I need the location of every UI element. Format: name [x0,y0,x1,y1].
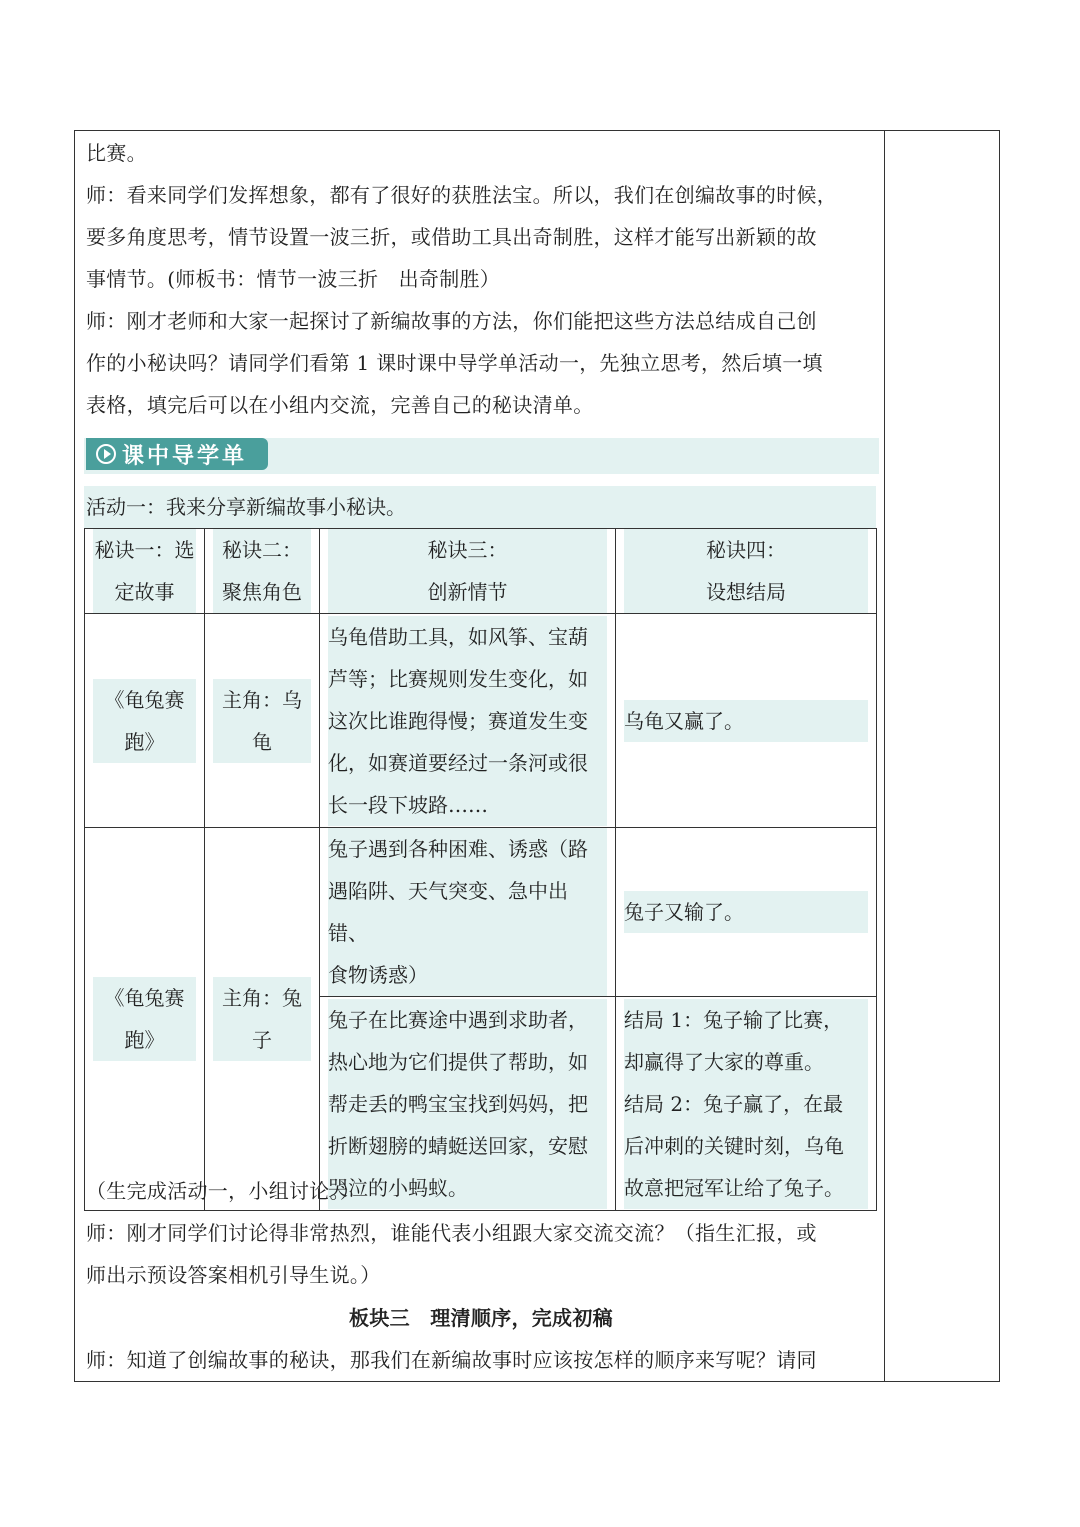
ending-cell-line: 却赢得了大家的尊重。 [624,1049,824,1074]
paragraph-line: 事情节。(师板书：情节一波三折 出奇制胜） [86,267,501,291]
header-cell: 秘诀四： [706,538,786,562]
paragraph-line: 师：刚才老师和大家一起探讨了新编故事的方法，你们能把这些方法总结成自己创 [86,309,817,333]
role-cell-line: 子 [252,1028,272,1052]
plot-cell-line: 折断翅膀的蜻蜓送回家，安慰 [328,1133,588,1158]
paragraph-line: 作的小秘诀吗？请同学们看第 1 课时课中导学单活动一，先独立思考，然后填一填 [86,351,823,375]
ending-cell-line: 乌龟又赢了。 [624,708,744,733]
header-cell: 秘诀二： [222,538,302,562]
plot-cell-line: 哭泣的小蚂蚁。 [328,1175,468,1200]
ending-cell-line: 兔子又输了。 [624,900,744,924]
plot-cell-line: 兔子遇到各种困难、诱惑（路 [328,837,588,861]
paragraph-line: 要多角度思考，情节设置一波三折，或借助工具出奇制胜，这样才能写出新颖的故 [86,225,817,249]
secrets-table [84,528,877,1211]
ending-cell-line: 结局 2：兔子赢了，在最 [624,1091,844,1116]
plot-cell-line: 热心地为它们提供了帮助，如 [328,1049,588,1074]
activity-title: 活动一：我来分享新编故事小秘诀。 [84,486,876,528]
plot-cell-line: 这次比谁跑得慢；赛道发生变 [328,708,588,733]
plot-cell-line: 帮走丢的鸭宝宝找到妈妈，把 [328,1091,588,1116]
role-cell-line: 龟 [252,729,272,754]
paragraph-line: 比赛。 [86,141,147,165]
paragraph-line: 师：刚才同学们讨论得非常热烈，谁能代表小组跟大家交流交流？（指生汇报，或 [86,1221,817,1245]
section-heading: 板块三 理清顺序，完成初稿 [349,1306,613,1330]
play-circle-icon [96,444,116,464]
story-cell-line: 《龟兔赛 [104,986,185,1010]
role-cell-line: 主角：乌 [222,687,302,712]
ending-cell-line: 故意把冠军让给了兔子。 [624,1175,844,1200]
paragraph-line: 师出示预设答案相机引导生说。） [86,1263,381,1287]
paragraph-line: 师：看来同学们发挥想象，都有了很好的获胜法宝。所以，我们在创编故事的时候， [86,183,838,207]
role-cell-line: 主角：兔 [222,986,302,1010]
story-cell-line: 跑》 [124,1028,165,1052]
header-cell: 定故事 [114,580,175,604]
plot-cell-line: 兔子在比赛途中遇到求助者， [328,1007,588,1032]
header-cell: 秘诀一：选 [94,538,195,562]
header-cell: 设想结局 [706,580,786,604]
plot-cell-line: 长一段下坡路…… [328,792,488,817]
ending-cell-line: 结局 1：兔子输了比赛， [624,1007,844,1032]
ending-cell-line: 后冲刺的关键时刻，乌龟 [624,1133,844,1158]
notes-column-divider [884,130,885,1382]
header-cell: 创新情节 [427,580,508,604]
story-cell-line: 《龟兔赛 [104,687,185,712]
story-cell-line: 跑》 [124,729,165,754]
plot-cell-line: 遇陷阱、天气突变、急中出错、 [328,879,568,945]
plot-cell-line: 芦等；比赛规则发生变化，如 [328,666,588,691]
plot-cell-line: 乌龟借助工具，如风筝、宝葫 [328,624,588,649]
header-cell: 聚焦角色 [222,580,302,604]
plot-cell-line: 食物诱惑） [328,963,428,987]
table-row [85,614,877,828]
plot-cell-line: 化，如赛道要经过一条河或很 [328,750,588,775]
table-row [85,828,877,997]
paragraph-line: （生完成活动一，小组讨论。） [86,1179,361,1203]
guide-banner [86,438,268,470]
banner-label: 课中导学单 [122,442,248,469]
table-header-row [85,529,877,614]
paragraph-line: 师：知道了创编故事的秘诀，那我们在新编故事时应该按怎样的顺序来写呢？请同 [86,1348,817,1372]
paragraph-line: 表格，填完后可以在小组内交流，完善自己的秘诀清单。 [86,393,594,417]
header-cell: 秘诀三： [427,538,508,562]
